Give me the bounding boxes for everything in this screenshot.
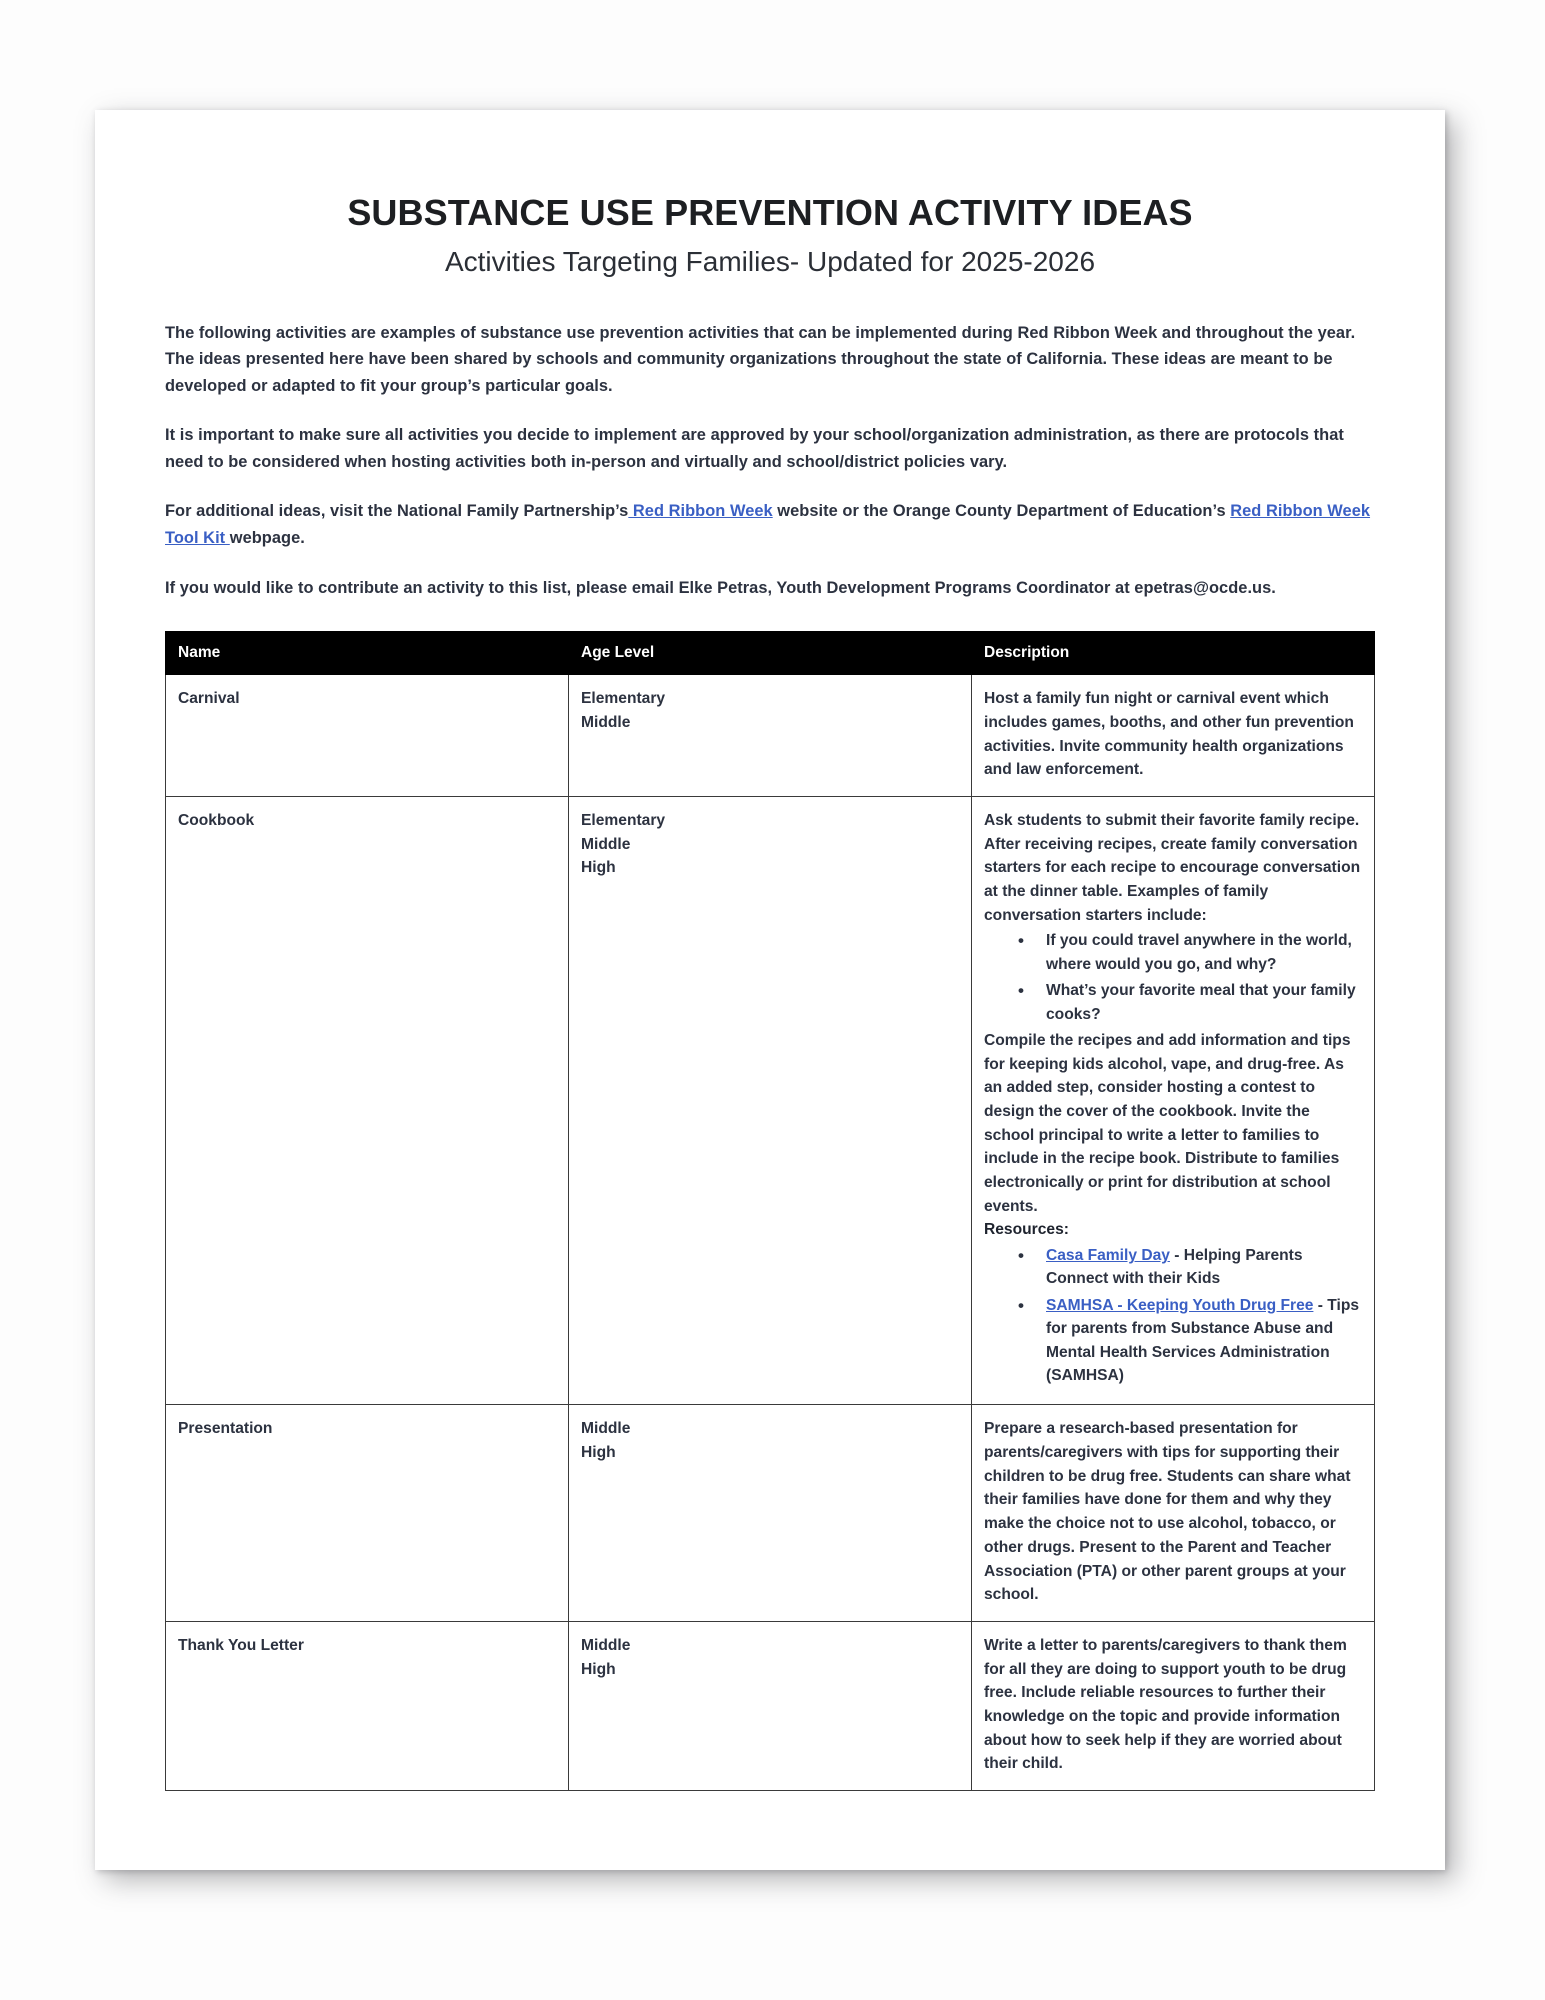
table-header-row: [166, 632, 1375, 675]
list-item: [1046, 1294, 1362, 1388]
column-header-age-level: Age Level: [569, 632, 972, 675]
age-level-item: Middle: [581, 1636, 631, 1654]
conversation-starters-list: [984, 929, 1362, 1026]
activity-name: Presentation: [166, 1405, 569, 1622]
age-level-item: High: [581, 859, 616, 877]
resource-description: - Tips for parents from Substance Abuse and Mental Health Services Administration (SAMHSA): [1046, 1296, 1360, 1385]
resources-list: [984, 1244, 1362, 1387]
table-row: [166, 1621, 1375, 1790]
list-item: [1046, 1244, 1362, 1291]
table-row: [166, 675, 1375, 797]
age-level-item: High: [581, 1660, 616, 1678]
age-level-item: Middle: [581, 1420, 631, 1438]
list-item: • If you could travel anywhere in the world, where would you go, and why?: [1046, 929, 1362, 976]
description-text-continued: Compile the recipes and add information and tips for keeping kids alcohol, vape, and drug-free. As an added step, consider hosting a contest to design the cover of the cookbook. Invite the school principal to write a letter to families to include in the recipe book. Distribute to families electronically or print for distribution at school events.: [984, 1031, 1351, 1215]
age-level-item: Elementary: [581, 811, 666, 829]
column-header-description: Description: [972, 632, 1375, 675]
activity-description: [972, 675, 1375, 797]
red-ribbon-week-link[interactable]: Red Ribbon Week: [628, 502, 773, 521]
page-subtitle: Activities Targeting Families- Updated for 2025-2026: [444, 246, 1096, 278]
table-row: [166, 1405, 1375, 1622]
description-text: Write a letter to parents/caregivers to thank them for all they are doing to support youth to be drug free. Include reliable resources to further their knowledge on the topic and provide information about how to seek help if they are worried about their child.: [984, 1636, 1347, 1773]
intro-p3-text-before: For additional ideas, visit the National Family Partnership’s: [165, 502, 629, 521]
intro-paragraph-3: [165, 498, 1375, 551]
age-level-item: Middle: [581, 713, 631, 731]
activity-name: Thank You Letter: [166, 1621, 569, 1790]
description-text: Ask students to submit their favorite family recipe. After receiving recipes, create family conversation starters for each recipe to encourage conversation at the dinner table. Examples of family conversation starters include:: [984, 811, 1361, 924]
activity-age-level: [569, 1405, 972, 1622]
red-ribbon-week-tool-kit-link[interactable]: Red Ribbon Week Tool Kit: [165, 502, 1371, 547]
samhsa-keeping-youth-drug-free-link[interactable]: SAMHSA - Keeping Youth Drug Free: [1046, 1296, 1314, 1314]
casa-family-day-link[interactable]: Casa Family Day: [1046, 1247, 1170, 1265]
activity-table-wrapper: [165, 631, 1375, 1791]
activity-description: [972, 1621, 1375, 1790]
activity-name: Cookbook: [166, 796, 569, 1405]
table-row: [166, 796, 1375, 1405]
description-text: Prepare a research-based presentation for parents/caregivers with tips for supporting their children to be drug free. Students can share what their families have done for them and why they make the choice not to use alcohol, tobacco, or other drugs. Present to the Parent and Teacher Association (PTA) or other parent groups at your school.: [984, 1420, 1351, 1604]
activity-name: Carnival: [166, 675, 569, 797]
resources-label: Resources:: [984, 1221, 1069, 1239]
activity-description: [972, 1405, 1375, 1622]
intro-paragraph-4: If you would like to contribute an activity to this list, please email Elke Petras, Youth Development Programs Coordinator at epetras@ocde.us.: [165, 578, 1276, 597]
age-level-item: Elementary: [581, 690, 666, 708]
activity-table: [165, 631, 1375, 1791]
resource-description: - Helping Parents Connect with their Kids: [1046, 1247, 1303, 1288]
page-title: SUBSTANCE USE PREVENTION ACTIVITY IDEAS: [347, 192, 1193, 233]
description-text: Host a family fun night or carnival event which includes games, booths, and other fun prevention activities. Invite community health organizations and law enforcement.: [984, 690, 1354, 779]
intro-paragraph-1: The following activities are examples of substance use prevention activities that can be implemented during Red Ribbon Week and throughout the year. The ideas presented here have been shared by schools and community organizations throughout the state of California. These ideas are meant to be developed or adapted to fit your group’s particular goals.: [165, 323, 1356, 395]
activity-age-level: [569, 1621, 972, 1790]
intro-p3-text-after: webpage.: [229, 528, 305, 547]
activity-age-level: [569, 675, 972, 797]
column-header-name: Name: [166, 632, 569, 675]
age-level-item: High: [581, 1444, 616, 1462]
age-level-item: Middle: [581, 835, 631, 853]
intro-section: [165, 320, 1375, 602]
activity-age-level: [569, 796, 972, 1405]
activity-description: [972, 796, 1375, 1405]
intro-p3-text-between: website or the Orange County Department of Education’s: [772, 502, 1231, 521]
intro-paragraph-2: It is important to make sure all activities you decide to implement are approved by your school/organization administration, as there are protocols that need to be considered when hosting activities both in-person and virtually and school/district policies vary.: [165, 426, 1344, 471]
list-item: • What’s your favorite meal that your family cooks?: [1046, 979, 1362, 1026]
document-page: [95, 110, 1445, 1870]
